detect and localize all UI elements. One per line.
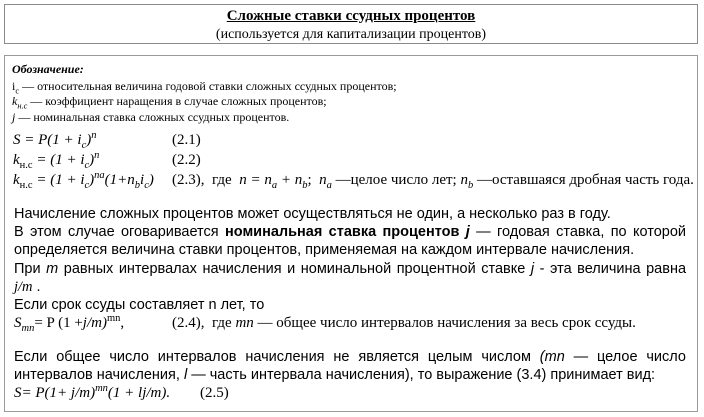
paragraph-5-line-2: интервалов начисления, l — часть интервала начисления), то выражение (3.4) принимает вид:: [14, 367, 656, 383]
paragraph-2-line-1: В этом случае оговаривается номинальная ставка процентов j — годовая ставка, по которой: [14, 224, 687, 240]
formula-2-3-explanation: (2.3), где $n = n_a + n_b$; $n_a$ —целое число лет; $n_b$ —оставшаяся дробная часть года.: [172, 172, 694, 191]
paragraph-3-line-2: j/m .: [14, 279, 41, 295]
title-box: [4, 4, 698, 44]
legend-heading: Обозначение:: [12, 62, 84, 76]
paragraph-5-line-1: Если общее число интервалов начисления не является целым числом (mn — целое число: [14, 349, 686, 365]
page-title: Сложные ставки ссудных процентов: [226, 8, 476, 24]
paragraph-3-line-1: При m равных интервалах начисления и номинальной процентной ставке j - эта величина равна: [14, 261, 687, 277]
formula-2-5-number: (2.5): [200, 385, 229, 401]
paragraph-1: Начисление сложных процентов может осуществляться не один, а несколько раз в году.: [14, 206, 611, 222]
page-subtitle: (используется для капитализации процентов): [215, 27, 487, 42]
formula-2-3: $k_{н.с} = (1 + i_c)^{na}(1+n_bi_c)$: [13, 170, 154, 191]
legend-j: j — номинальная ставка сложных ссудных процентов.: [12, 110, 290, 124]
formula-2-1-number: (2.1): [172, 132, 201, 148]
formula-2-2: $k_{н.с} = (1 + i_c)^n$: [13, 150, 100, 171]
paragraph-4: Если срок ссуды составляет n лет, то: [14, 297, 265, 313]
legend-k: $k_{н.с}$ — коэффициент наращения в случае сложных процентов;: [12, 94, 327, 111]
formula-2-4-explanation: (2.4), где mn — общее число интервалов начисления за весь срок ссуды.: [172, 315, 636, 331]
paragraph-2-line-2: определяется величина ставки процентов, применяемая на каждом интервале начисления.: [14, 242, 635, 258]
formula-2-1: $S = P(1 + i_c)^n$: [13, 130, 97, 151]
formula-2-4: $S_{mn}= P$ $(1 +j/m)^{mn}$,: [14, 313, 125, 334]
legend-ic: $i_c$ — относительная величина годовой ставки сложных ссудных процентов;: [12, 79, 397, 96]
formula-2-5: $S= P(1+ j/m)^{mn}(1 + lj/m)$.: [14, 383, 171, 401]
formula-2-2-number: (2.2): [172, 152, 201, 168]
